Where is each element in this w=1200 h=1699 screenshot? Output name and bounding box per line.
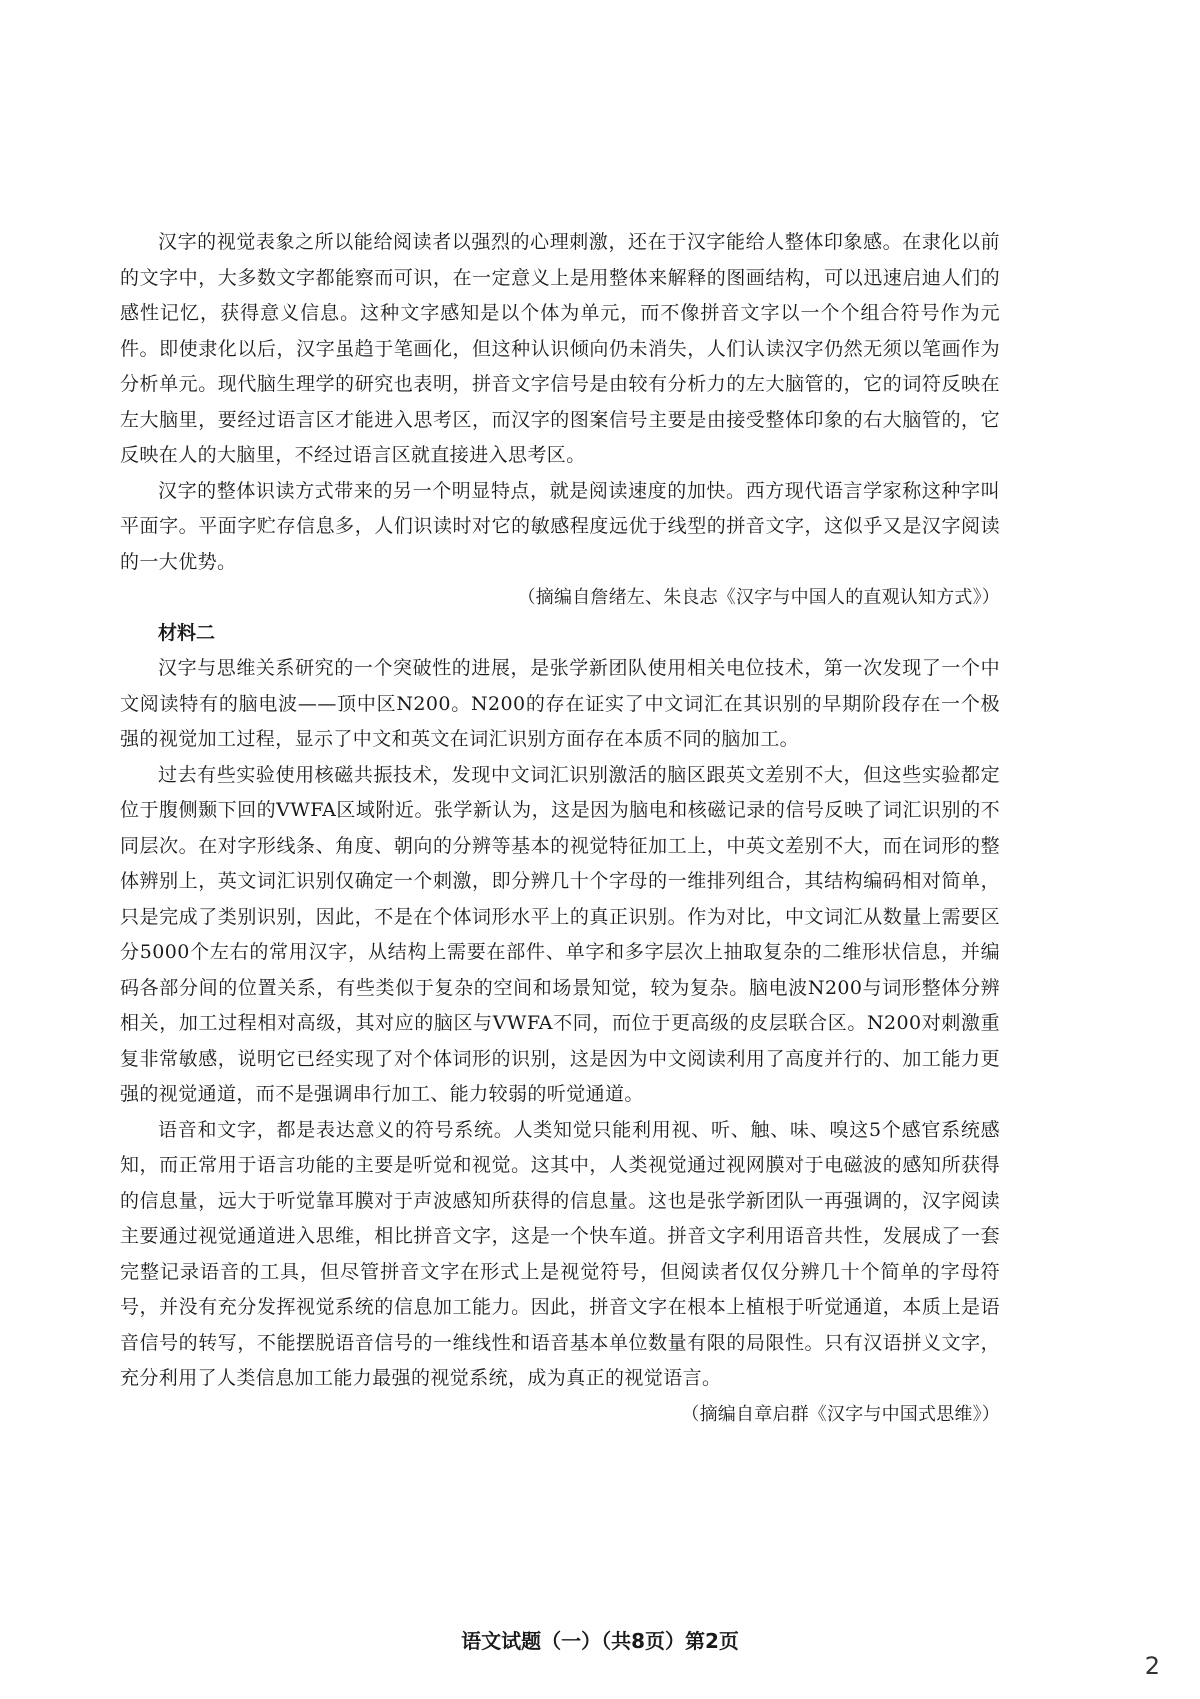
material1-paragraph-1: 汉字的视觉表象之所以能给阅读者以强烈的心理刺激，还在于汉字能给人整体印象感。在隶化以前的文字中，大多数文字都能察而可识，在一定意义上是用整体来解释的图画结构，可以迅速启迪人们的感性记忆，获得意义信息。这种文字感知是以个体为单元，而不像拼音文字以一个个组合符号作为元件。即使隶化以后，汉字虽趋于笔画化，但这种认识倾向仍未消失，人们认读汉字仍然无须以笔画作为分析单元。现代脑生理学的研究也表明，拼音文字信号是由较有分析力的左大脑管的，它的词符反映在左大脑里，要经过语言区才能进入思考区，而汉字的图案信号主要是由接受整体印象的右大脑管的，它反映在人的大脑里，不经过语言区就直接进入思考区。 xyxy=(120,231,1000,466)
material1-source: （摘编自詹绪左、朱良志《汉字与中国人的直观认知方式》） xyxy=(517,587,1000,608)
page-body xyxy=(120,225,1000,1432)
page-number: 2 xyxy=(1144,1652,1160,1680)
material2-paragraph-2: 过去有些实验使用核磁共振技术，发现中文词汇识别激活的脑区跟英文差别不大，但这些实验都定位于腹侧颞下回的VWFA区域附近。张学新认为，这是因为脑电和核磁记录的信号反映了词汇识别的不同层次。在对字形线条、角度、朝向的分辨等基本的视觉特征加工上，中英文差别不大，而在词形的整体辨别上，英文词汇识别仅确定一个刺激，即分辨几十个字母的一维排列组合，其结构编码相对简单，只是完成了类别识别，因此，不是在个体词形水平上的真正识别。作为对比，中文词汇从数量上需要区分5000个左右的常用汉字，从结构上需要在部件、单字和多字层次上抽取复杂的二维形状信息，并编码各部分间的位置关系，有些类似于复杂的空间和场景知觉，较为复杂。脑电波N200与词形整体分辨相关，加工过程相对高级，其对应的脑区与VWFA不同，而位于更高级的皮层联合区。N200对刺激重复非常敏感，说明它已经实现了对个体词形的识别，这是因为中文阅读利用了高度并行的、加工能力更强的视觉通道，而不是强调串行加工、能力较弱的听觉通道。 xyxy=(120,763,1000,1105)
page-footer: 语文试题（一）（共8页）第2页 xyxy=(461,1629,739,1653)
material2-source: （摘编自章启群《汉字与中国式思维》） xyxy=(681,1403,1000,1425)
material2-heading: 材料二 xyxy=(158,621,216,644)
material1-paragraph-2: 汉字的整体识读方式带来的另一个明显特点，就是阅读速度的加快。西方现代语言学家称这种字叫平面字。平面字贮存信息多，人们识读时对它的敏感程度远优于线型的拼音文字，这似乎又是汉字阅读的一大优势。 xyxy=(120,479,1000,573)
material2-paragraph-3: 语音和文字，都是表达意义的符号系统。人类知觉只能利用视、听、触、味、嗅这5个感官系统感知，而正常用于语言功能的主要是听觉和视觉。这其中，人类视觉通过视网膜对于电磁波的感知所获得的信息量，远大于听觉靠耳膜对于声波感知所获得的信息量。这也是张学新团队一再强调的，汉字阅读主要通过视觉通道进入思维，相比拼音文字，这是一个快车道。拼音文字利用语音共性，发展成了一套完整记录语音的工具，但尽管拼音文字在形式上是视觉符号，但阅读者仅仅分辨几十个简单的字母符号，并没有充分发挥视觉系统的信息加工能力。因此，拼音文字在根本上植根于听觉通道，本质上是语音信号的转写，不能摆脱语音信号的一维线性和语音基本单位数量有限的局限性。只有汉语拼义文字，充分利用了人类信息加工能力最强的视觉系统，成为真正的视觉语言。 xyxy=(120,1118,1000,1389)
material2-paragraph-1: 汉字与思维关系研究的一个突破性的进展，是张学新团队使用相关电位技术，第一次发现了一个中文阅读特有的脑电波——顶中区N200。N200的存在证实了中文词汇在其识别的早期阶段存在一个极强的视觉加工过程，显示了中文和英文在词汇识别方面存在本质不同的脑加工。 xyxy=(120,657,1000,750)
